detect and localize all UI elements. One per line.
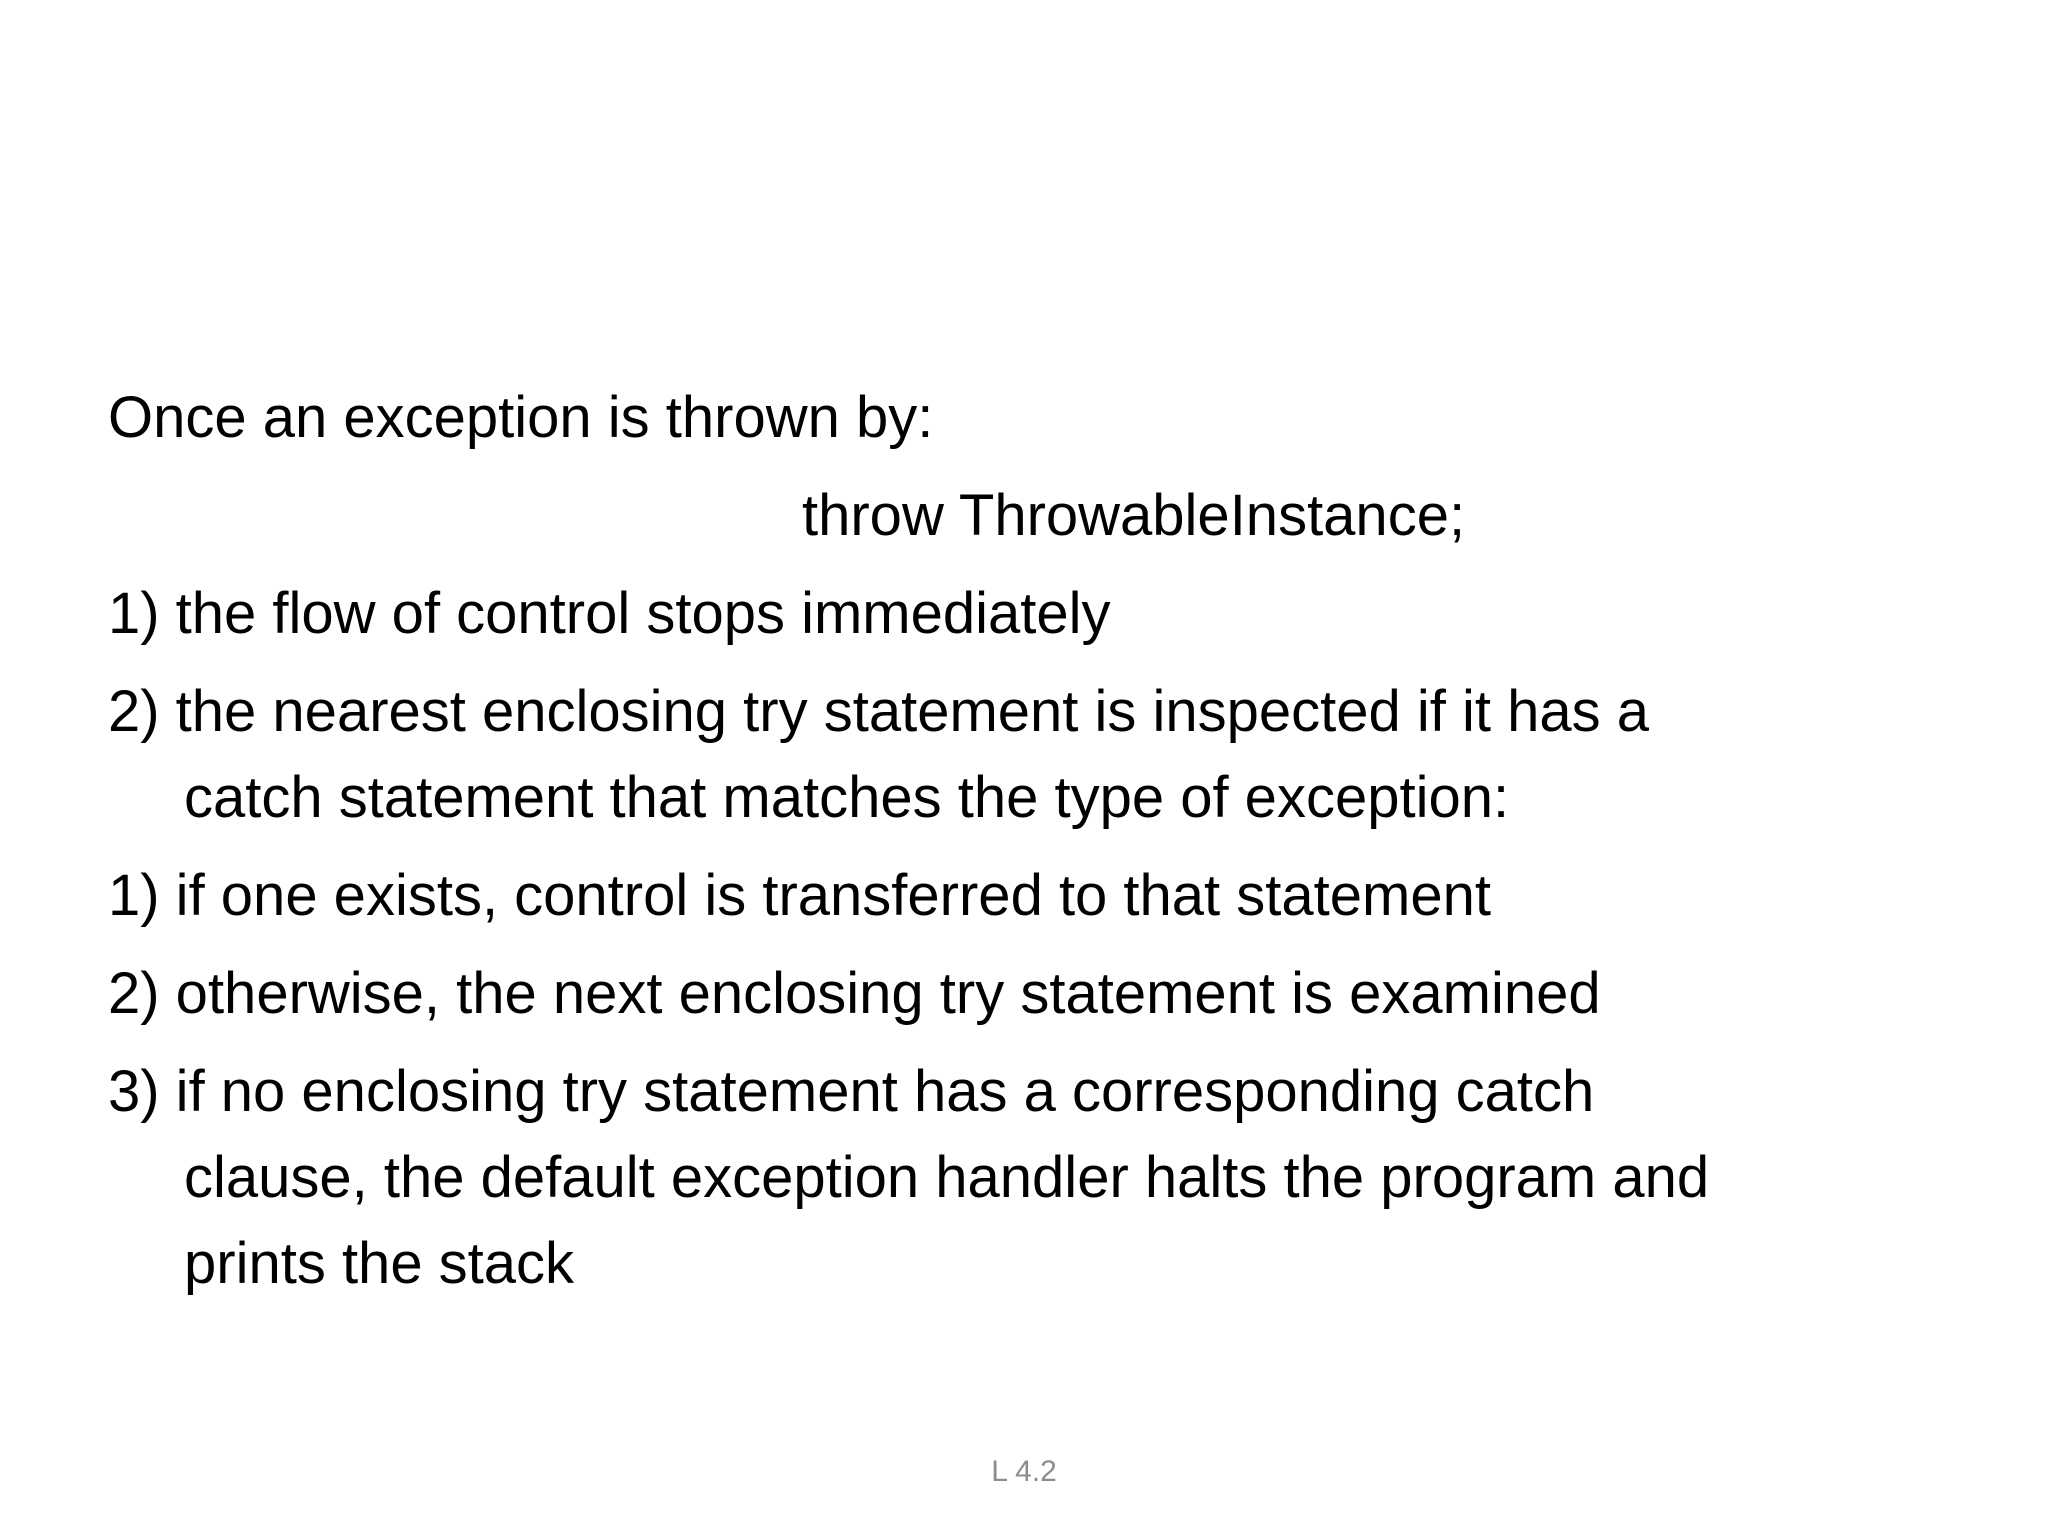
code-statement: throw ThrowableInstance; [802,483,1466,548]
step-2-line-2: catch statement that matches the type of exception: [184,765,1510,830]
intro-text: Once an exception is thrown by: [108,385,934,450]
sub-step-2: 2) otherwise, the next enclosing try statement is examined [108,961,1601,1026]
slide-number: L 4.2 [991,1455,1057,1488]
step-1: 1) the flow of control stops immediately [108,581,1111,646]
sub-step-3-line-2: clause, the default exception handler halts the program and [184,1145,1710,1210]
step-2-line-1: 2) the nearest enclosing try statement is inspected if it has a [108,679,1650,744]
sub-step-1: 1) if one exists, control is transferred to that statement [108,863,1491,928]
sub-step-3-line-3: prints the stack [184,1231,575,1296]
sub-step-3-line-1: 3) if no enclosing try statement has a corresponding catch [108,1059,1595,1124]
